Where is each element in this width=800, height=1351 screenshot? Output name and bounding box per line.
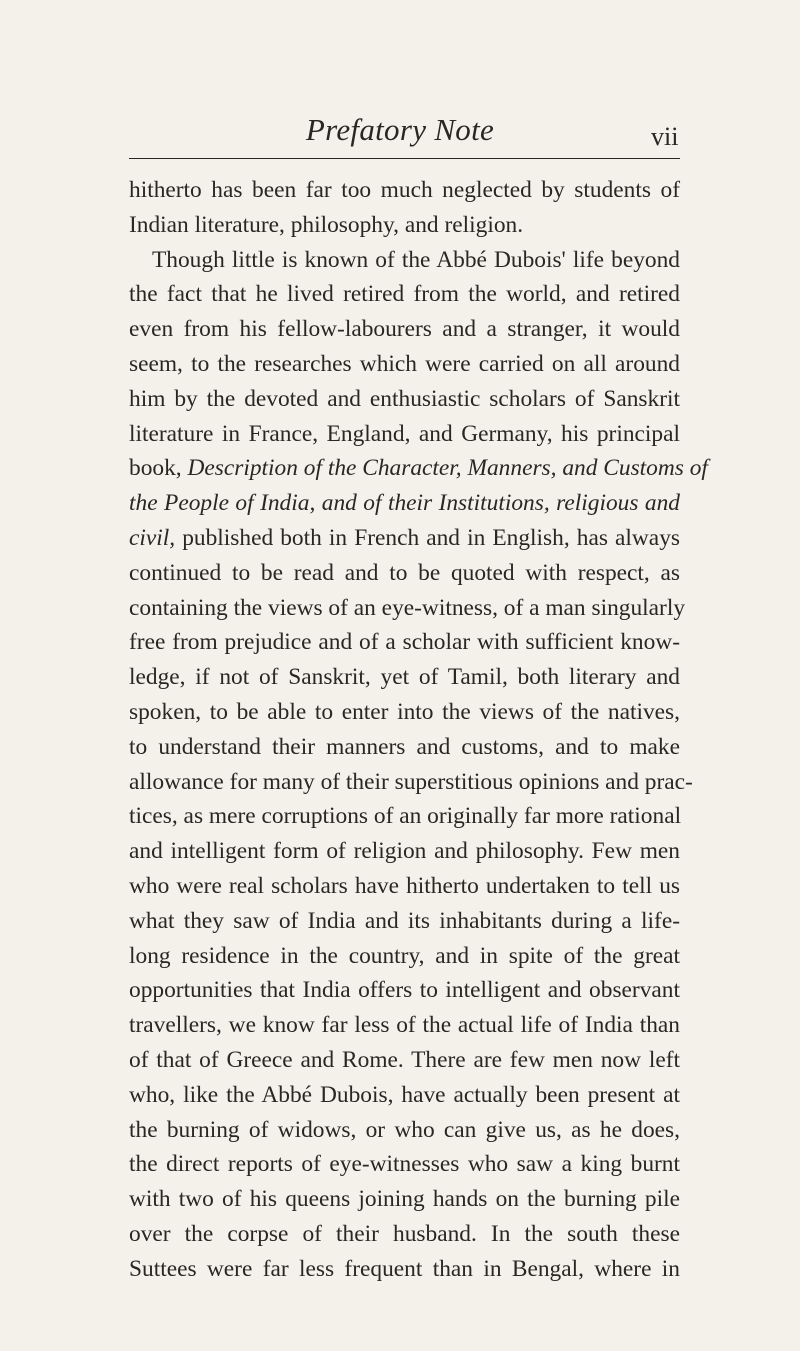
text-line: the fact that he lived retired from the world, and retired [129, 281, 680, 308]
text-line: who, like the Abbé Dubois, have actually been present at [129, 1081, 680, 1108]
text-line: opportunities that India offers to intelligent and observant [129, 977, 680, 1004]
page-number: vii [651, 122, 679, 151]
header-rule [129, 158, 680, 159]
text-line: literature in France, England, and Germany, his principal [129, 420, 680, 447]
text-line: travellers, we know far less of the actual life of India than [129, 1012, 680, 1039]
text-line: to understand their manners and customs, and to make [129, 733, 680, 760]
text-line: ledge, if not of Sanskrit, yet of Tamil, both literary and [129, 664, 680, 691]
text-line: hitherto has been far too much neglected by students of [129, 177, 680, 203]
text-line [129, 521, 680, 556]
text-line: tices, as mere corruptions of an originally far more rational [129, 803, 682, 830]
text-line: containing the views of an eye-witness, of a man singularly [129, 594, 686, 621]
page-title: Prefatory Note [305, 112, 495, 147]
text-line: long residence in the country, and in spite of the great [129, 942, 680, 969]
text-line [129, 451, 708, 486]
text-fragment: book, [129, 455, 188, 482]
text-line: continued to be read and to be quoted with respect, as [129, 559, 680, 586]
text-line: the burning of widows, or who can give us, as he does, [129, 1116, 680, 1143]
continued-lines [129, 556, 693, 1287]
book-title-line: the People of India, and of their Institutions, religious and [129, 490, 680, 517]
book-title-fragment: civil, [129, 524, 176, 551]
text-line: and intelligent form of religion and philosophy. Few men [129, 838, 680, 865]
text-line: of that of Greece and Rome. There are few men now left [129, 1046, 680, 1073]
text-line: over the corpse of their husband. In the south these [129, 1220, 680, 1247]
text-line: him by the devoted and enthusiastic scholars of Sanskrit [129, 385, 680, 412]
text-line: spoken, to be able to enter into the views of the natives, [129, 698, 680, 725]
text-line: even from his fellow-labourers and a stranger, it would [129, 316, 680, 343]
running-head [0, 112, 800, 152]
text-line: free from prejudice and of a scholar with sufficient know- [129, 629, 680, 656]
book-title-fragment: Description of the Character, Manners, and Customs of [187, 455, 708, 482]
text-line: the direct reports of eye-witnesses who saw a king burnt [129, 1151, 680, 1178]
body-text [129, 173, 708, 1287]
text-line: seem, to the researches which were carried on all around [129, 350, 680, 377]
text-line: Though little is known of the Abbé Dubois' life beyond [152, 246, 680, 273]
text-line: Indian literature, philosophy, and religion. [129, 211, 524, 238]
text-line: with two of his queens joining hands on the burning pile [129, 1186, 680, 1213]
text-line: Suttees were far less frequent than in Bengal, where in [129, 1255, 680, 1282]
text-line: what they saw of India and its inhabitants during a life- [129, 907, 680, 934]
text-line: allowance for many of their superstitious opinions and prac- [129, 768, 693, 795]
text-fragment: published both in French and in English, has always [175, 524, 680, 551]
text-line: who were real scholars have hitherto undertaken to tell us [129, 872, 680, 899]
